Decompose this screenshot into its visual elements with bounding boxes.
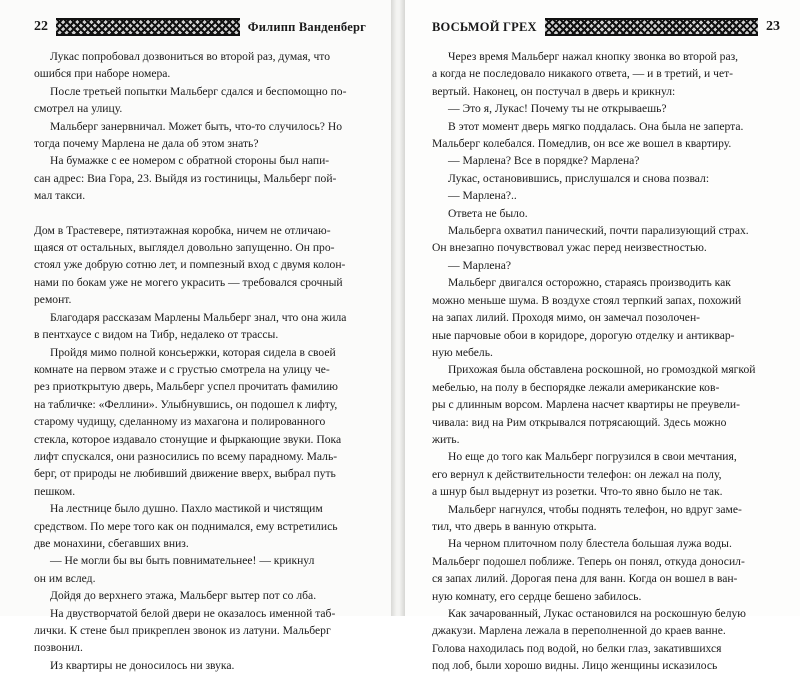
paragraph: Дом в Трастевере, пятиэтажная коробка, ничем не отличаю- щаяся от остальных, выглядел довольно запущенно. Он про- стоял уже добрую сотню лет, и помпезный вход с двумя колон- нами по бокам уже не могего украсить — требовался срочный ремонт. — [34, 223, 346, 307]
running-head-title: ВОСЬМОЙ ГРЕХ — [432, 19, 537, 34]
book-gutter — [391, 0, 405, 616]
paragraph: Лукас попробовал дозвониться во второй раз, думая, что ошибся при наборе номера. — [34, 50, 330, 81]
paragraph: Через время Мальберг нажал кнопку звонка во второй раз, а когда не последовало никакого ответа, — и в третий, и чет- вертый. Наконец, он постучал в дверь и крикнул: — [432, 50, 739, 98]
paragraph: — Марлена? Все в порядке? Марлена? — [448, 154, 640, 168]
paragraph: — Марлена? — [448, 258, 512, 272]
page-number: 22 — [34, 19, 48, 34]
paragraph: Мальберг нагнулся, чтобы поднять телефон, но вдруг заме- тил, что дверь в ванную открыта. — [432, 502, 742, 533]
paragraph: Из квартиры не доносилось ни звука. — [50, 658, 235, 672]
paragraph: Мальберг двигался осторожно, стараясь производить как можно меньше шума. В воздухе стоял терпкий запах, похожий на запах лилий. Проходя мимо, он замечал позолочен- ные парчовые обои в коридоре, дорогую отделку и антиквар- ную мебель. — [432, 276, 742, 359]
paragraph: — Не могли бы вы быть повнимательнее! — крикнул он им вслед. — [34, 554, 315, 585]
paragraph: — Это я, Лукас! Почему ты не открываешь? — [448, 102, 667, 116]
paragraph: После третьей попытки Мальберг сдался и беспомощно по- смотрел на улицу. — [34, 84, 347, 116]
left-page-text — [34, 48, 366, 674]
left-page-header — [34, 16, 366, 38]
page-number: 23 — [766, 19, 780, 34]
ornamental-band — [545, 18, 758, 36]
paragraph: На лестнице было душно. Пахло мастикой и чистящим средством. По мере того как он поднимался, ему встретились две монахини, сбегавших вниз. — [34, 502, 338, 550]
paragraph: На бумажке с ее номером с обратной стороны был напи- сан адрес: Виа Гора, 23. Выйдя из гостиницы, Мальберг пой- мал такси. — [34, 154, 337, 203]
paragraph: Мальберг занервничал. Может быть, что-то случилось? Но тогда почему Марлена не дала об этом знать? — [34, 119, 343, 151]
paragraph: Мальберга охватил панический, почти парализующий страх. Он внезапно почувствовал ужас перед неизвестностью. — [432, 224, 749, 255]
paragraph: Пройдя мимо полной консьержки, которая сидела в своей комнате на первом этаже и с грустью смотрела на улицу че- рез приоткрытую дверь, Мальберг успел прочитать фамилию на табличке: «Феллини». Улыбнувшись, он подошел к лифту, старому чудищу, сделанному из махагона и полированного стекла, которое издавало стонущие и фыркающие звуки. Пока лифт спускался, они разносились по всему парадному. Маль- берг, от природы не любивший движение вверх, выбрал путь пешком. — [34, 345, 342, 498]
paragraph: В этот момент дверь мягко поддалась. Она была не заперта. Мальберг колебался. Помедлив, он все же вошел в квартиру. — [432, 119, 744, 151]
paragraph: Лукас, остановившись, прислушался и снова позвал: — [448, 171, 710, 185]
right-page-header — [432, 16, 780, 38]
right-page-text — [432, 48, 780, 675]
left-page — [0, 0, 396, 672]
paragraph: Но еще до того как Мальберг погрузился в свои мечтания, его вернул к действительности телефон: он лежал на полу, а шнур был выдернут из розетки. Что-то явно было не так. — [432, 450, 737, 499]
paragraph: Дойдя до верхнего этажа, Мальберг вытер пот со лба. — [50, 589, 317, 603]
paragraph: На черном плиточном полу блестела большая лужа воды. Мальберг подошел поближе. Теперь он понял, откуда доносил- ся запах лилий. Дорогая пена для ванн. Когда он вошел в ван- ную комнату, его сердце бешено забилось. — [432, 537, 745, 603]
paragraph: Прихожая была обставлена роскошной, но громоздкой мягкой мебелью, на полу в беспорядке лежали американские ков- ры с длинным ворсом. Марлена насчет квартиры не преувели- чивала: вид на Рим открывался потрясающий. Здесь можно жить. — [432, 363, 756, 446]
right-page — [396, 0, 800, 673]
running-head-author: Филипп Ванденберг — [247, 19, 366, 34]
paragraph: На двустворчатой белой двери не оказалось именной таб- лички. К стене был прикреплен звонок из латуни. Мальберг позвонил. — [34, 606, 336, 655]
paragraph: Как зачарованный, Лукас остановился на роскошную белую джакузи. Марлена лежала в переполненной до краев ванне. Голова находилась под водой, но белки глаз, закатившихся под лоб, были хорошо видны. Лицо женщины исказилось — [432, 607, 746, 673]
ornamental-band — [56, 18, 240, 36]
paragraph: — Марлена?.. — [448, 189, 517, 203]
paragraph: Благодаря рассказам Марлены Мальберг знал, что она жила в пентхаусе с видом на Тибр, недалеко от трассы. — [34, 310, 347, 342]
paragraph: Ответа не было. — [448, 206, 528, 220]
